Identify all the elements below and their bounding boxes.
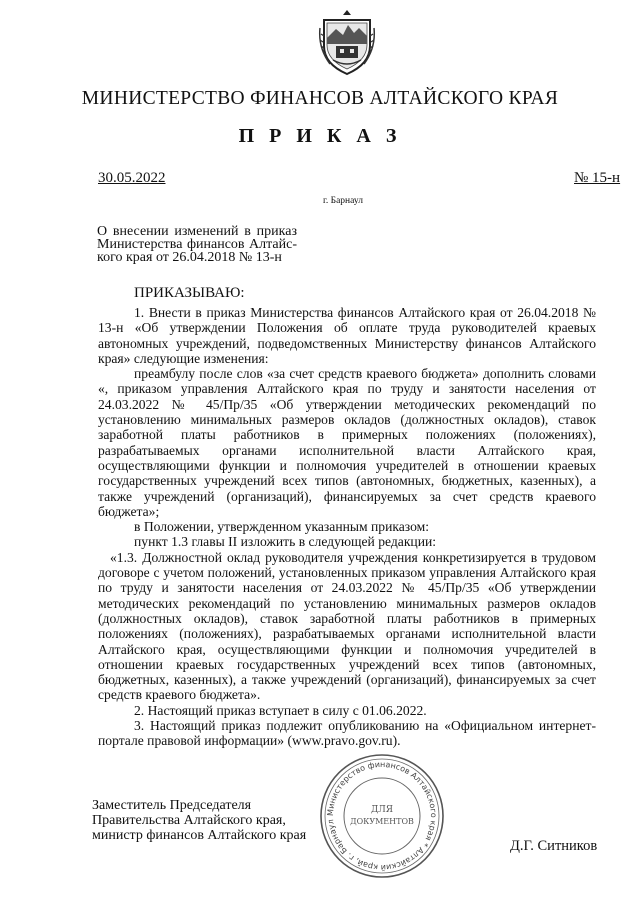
paragraph-preamble: преамбулу после слов «за счет средств краевого бюджета» дополнить словами «, приказом управления Алтайского края по труду и занятости населения от 24.03.2022 № 45/Пр/35 «Об утверждении методических рекомендаций по установлению минимальных размеров окладов (должностных окладов), ставок заработной платы работников в примерных положениях (положениях), разрабатываемых органами исполнительной власти Алтайского края, осуществляющими функции и полномочия учредителей в отношении краевых государственных учреждений всех типов (автономных, бюджетных, казенных), а также учреждений (организаций), финансируемых за счет средств краевого бюджета»; (98, 366, 596, 519)
paragraph-3: 3. Настоящий приказ подлежит опубликованию на «Официальном интернет-портале правовой информации» (www.pravo.gov.ru). (98, 718, 596, 749)
paragraph-1: 1. Внести в приказ Министерства финансов Алтайского края от 26.04.2018 № 13-н «Об утверждении Положения об оплате труда руководителей краевых автономных учреждений, подведомственных Министерству финансов Алтайского края» следующие изменения: (98, 305, 596, 366)
order-number: № 15-н (574, 170, 621, 186)
position-line: Правительства Алтайского края, (92, 813, 286, 828)
official-stamp (318, 752, 446, 880)
paragraph-in-regulation: в Положении, утвержденном указанным приказом: (134, 519, 429, 535)
subject-line: О внесении изменений в приказ (97, 224, 297, 239)
document-type-title: П Р И К А З (238, 125, 402, 147)
signatory-name: Д.Г. Ситников (510, 838, 598, 854)
coat-of-arms-emblem (318, 8, 376, 78)
ministry-heading: МИНИСТЕРСТВО ФИНАНСОВ АЛТАЙСКОГО КРАЯ (81, 88, 559, 109)
order-directive-word: ПРИКАЗЫВАЮ: (134, 285, 245, 301)
subject-line: кого края от 26.04.2018 № 13-н (97, 250, 282, 265)
order-subject (97, 225, 297, 264)
position-line: министр финансов Алтайского края (92, 828, 307, 843)
paragraph-2: 2. Настоящий приказ вступает в силу с 01.06.2022. (134, 702, 427, 718)
paragraph-new-wording: «1.3. Должностной оклад руководителя учреждения конкретизируется в трудовом договоре с учетом положений, установленных приказом управления Алтайского края по труду и занятости населения от 24.03.2022 № 45/Пр/35 «Об утверждении методических рекомендаций по установлению минимальных размеров окладов (должностных окладов), ставок заработной платы работников в примерных положениях (положениях), разрабатываемых органами исполнительной власти Алтайского края, осуществляющими функции и полномочия учредителей в отношении краевых государственных учреждений всех типов (автономных, бюджетных, казенных), а также учреждений (организаций), финансируемых за счет средств краевого бюджета». (98, 549, 596, 703)
subject-line: Министерства финансов Алтайс- (97, 237, 297, 252)
stamp-ring-text: Министерство финансов Алтайского края * Алтайский край, г. Барнаул (325, 759, 439, 873)
city-label: г. Барнаул (323, 196, 363, 206)
stamp-center-line: ДЛЯ (370, 805, 394, 815)
order-date: 30.05.2022 (98, 170, 166, 186)
position-line: Заместитель Председателя (92, 798, 252, 813)
signatory-position (92, 798, 306, 843)
paragraph-clause: пункт 1.3 главы II изложить в следующей редакции: (134, 534, 437, 550)
stamp-center-line: ДОКУМЕНТОВ (350, 817, 414, 826)
order-body (98, 305, 596, 749)
